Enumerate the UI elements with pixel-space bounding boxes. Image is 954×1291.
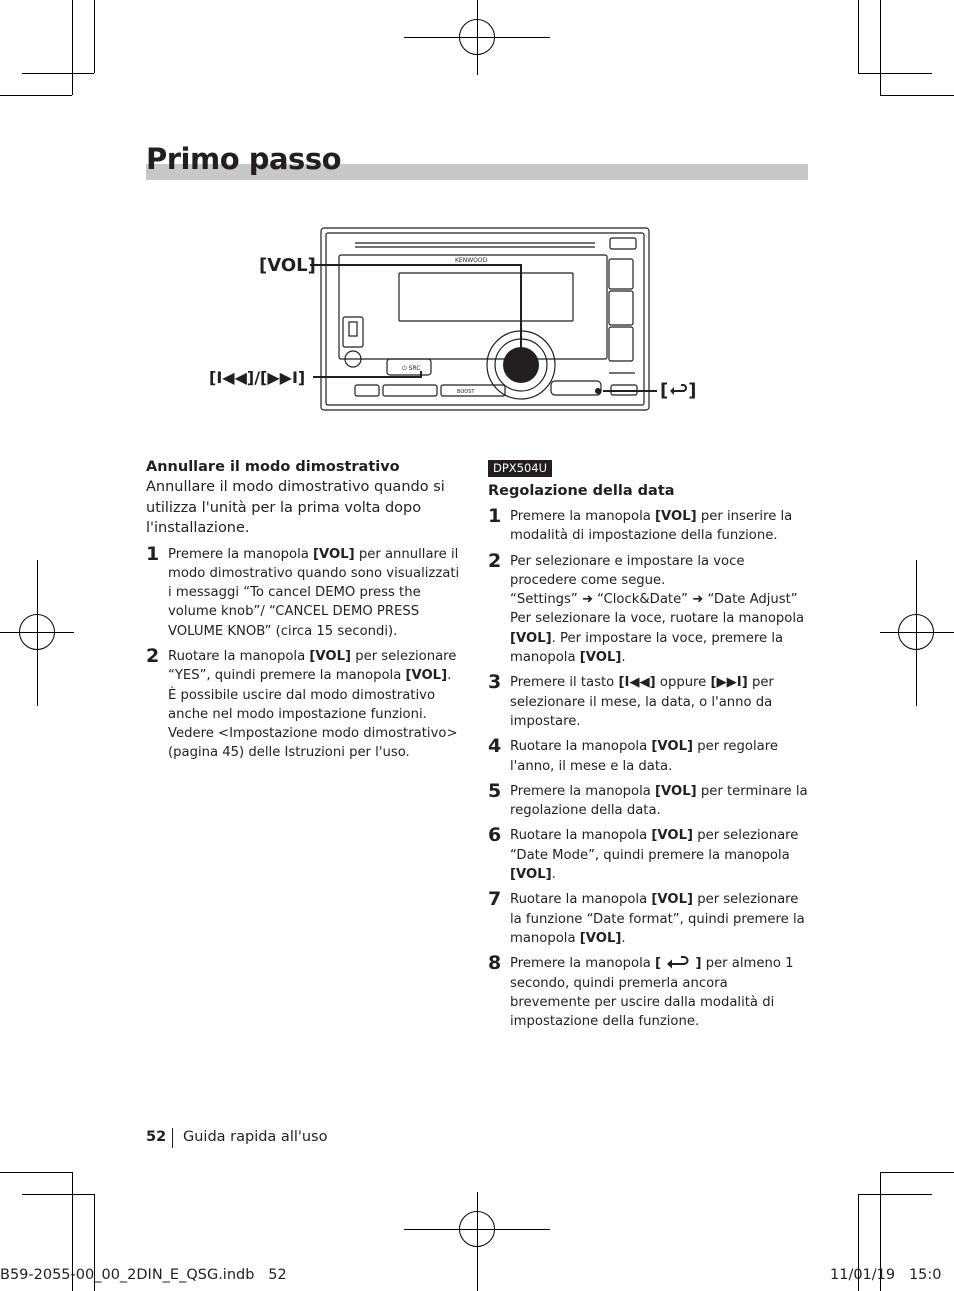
step: 6 Ruotare la manopola [VOL] per selezionare “Date Mode”, quindi premere la manopola [VOL]. (488, 824, 799, 883)
section-date (488, 457, 810, 1031)
menu-path: “Settings” ➜ “Clock&Date” ➜ “Date Adjust” (510, 592, 798, 608)
step: 1 Premere la manopola [VOL] per annullare il modo dimostrativo quando sono visualizzati i messaggi “To cancel DEMO press the volume knob”/ “CANCEL DEMO PRESS VOLUME KNOB” (circa 15 secondi). (146, 542, 460, 639)
section-demo (146, 457, 466, 763)
svg-text:⏻ SRC: ⏻ SRC (402, 365, 421, 372)
callout-back-open: [ (660, 380, 669, 401)
svg-text:KENWOOD: KENWOOD (455, 257, 488, 264)
callout-back (660, 380, 696, 401)
slug-file: B59-2055-00_00_2DIN_E_QSG.indb 52 (0, 1267, 287, 1283)
section-heading: Annullare il modo dimostrativo (146, 459, 400, 475)
callout-skip: [I◀◀]/[▶▶I] (209, 368, 306, 387)
step: 3 Premere il tasto [I◀◀] oppure [▶▶I] per selezionare il mese, la data, o l'anno da impostare. (488, 671, 774, 729)
footer-text: Guida rapida all'uso (183, 1129, 328, 1145)
slug-date: 11/01/19 15:0 (830, 1267, 942, 1283)
step: 1 Premere la manopola [VOL] per inserire la modalità di impostazione della funzione. (488, 505, 793, 544)
footer-divider (172, 1128, 173, 1148)
callout-back-close: ] (688, 380, 697, 401)
step: 5 Premere la manopola [VOL] per terminare la regolazione della data. (488, 779, 808, 819)
callout-vol: [VOL] (259, 255, 316, 276)
back-arrow-icon (665, 955, 691, 971)
step: 2 Per selezionare e impostare la voce procedere come segue. “Settings” ➜ “Clock&Date” ➜ “Date Adjust” Per selezionare la voce, ruotare la manopola [VOL]. Per impostare la voce, premere la manopola [VOL]. (488, 552, 810, 668)
step: 8 Premere la manopola [ ] per almeno 1 secondo, quindi premerla ancora brevemente per uscire dalla modalità di impostazione della funzione. (488, 952, 794, 1030)
step: 7 Ruotare la manopola [VOL] per selezionare la funzione “Date format”, quindi premere la manopola [VOL]. (488, 888, 805, 946)
svg-text:BOOST: BOOST (457, 389, 475, 395)
step: 2 Ruotare la manopola [VOL] per selezionare “YES”, quindi premere la manopola [VOL]. È possibile uscire dal modo dimostrativo anche nel modo impostazione funzioni. Vedere <Impostazione modo dimostrativo> (pagina 45) delle Istruzioni per l'uso. (146, 647, 466, 763)
step-note: È possibile uscire dal modo dimostrativo anche nel modo impostazione funzioni. Vedere <Impostazione modo dimostrativo> (pagina 45) delle Istruzioni per l'uso. (168, 687, 458, 761)
section-lead: Annullare il modo dimostrativo quando si utilizza l'unità per la prima volta dopo l'installazione. (146, 479, 445, 536)
model-badge: DPX504U (488, 460, 552, 477)
step: 4 Ruotare la manopola [VOL] per regolare l'anno, il mese e la data. (488, 735, 778, 774)
section-heading: Regolazione della data (488, 483, 675, 499)
page-title: Primo passo (146, 142, 342, 176)
back-arrow-icon (668, 383, 688, 399)
page-number: 52 (146, 1129, 167, 1145)
